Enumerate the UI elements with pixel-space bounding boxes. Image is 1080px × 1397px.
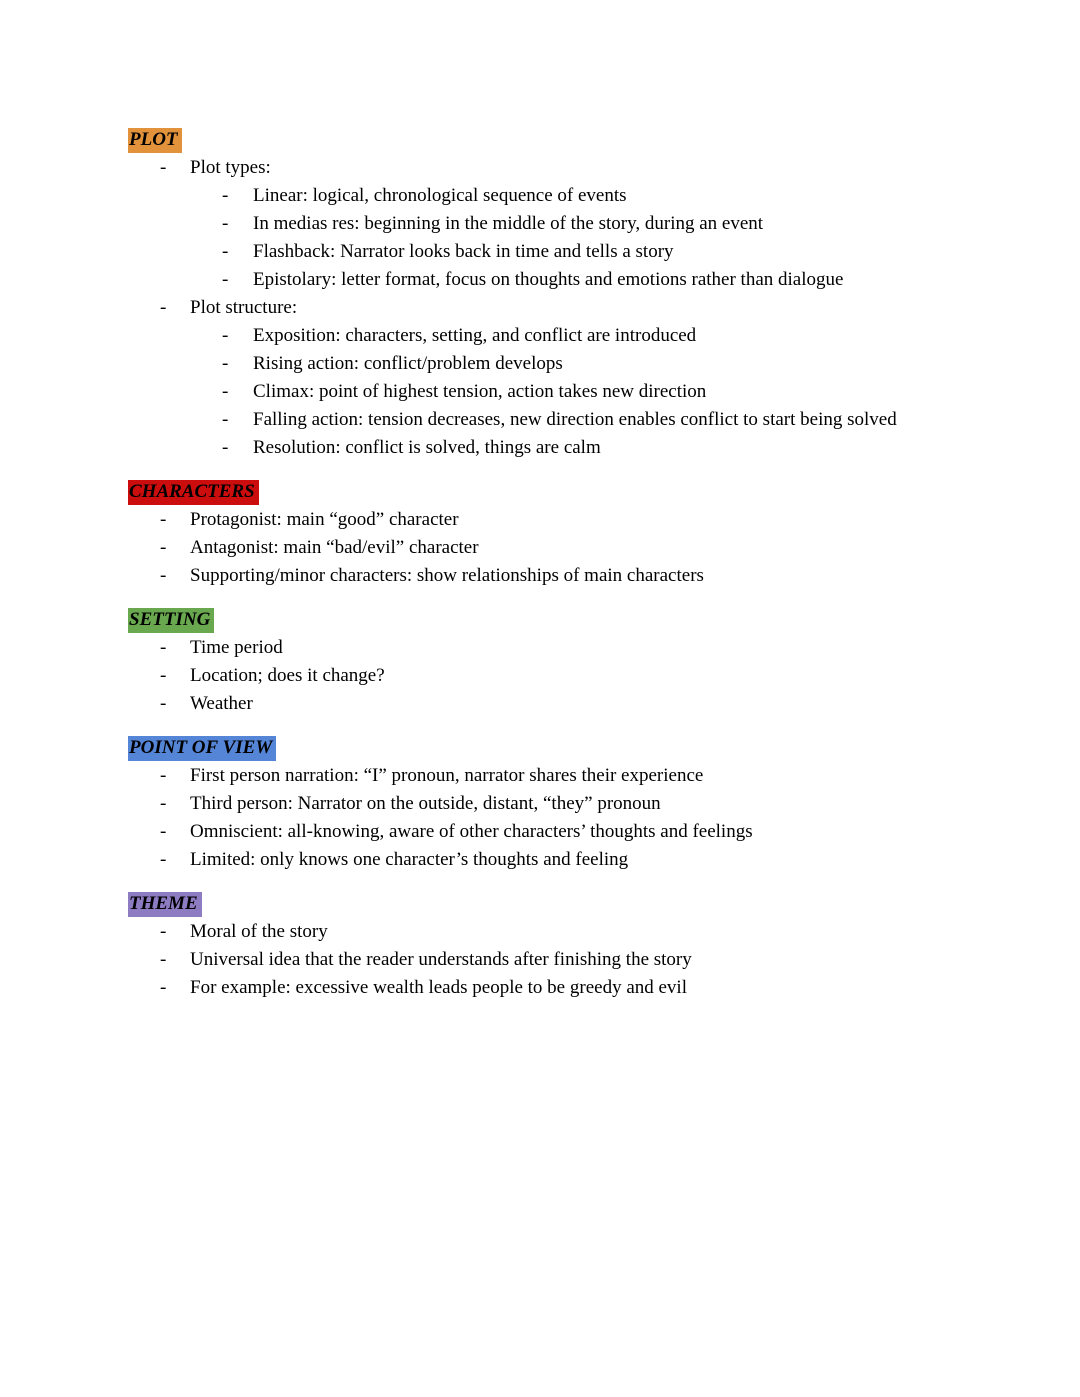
list-item-text: For example: excessive wealth leads people to be greedy and evil	[190, 977, 687, 998]
list-item	[128, 762, 952, 790]
list-item	[128, 634, 952, 662]
list-item-text: Falling action: tension decreases, new direction enables conflict to start being solved	[253, 409, 897, 430]
bullet-dash: -	[222, 325, 229, 346]
list-item	[128, 562, 952, 590]
list-item-text: Plot structure:	[190, 297, 298, 318]
list-item-text: Flashback: Narrator looks back in time and tells a story	[253, 241, 674, 262]
list-item	[128, 662, 952, 690]
document-section-plot	[128, 126, 952, 462]
list-item-text: First person narration: “I” pronoun, narrator shares their experience	[190, 765, 704, 786]
bullet-dash: -	[160, 665, 167, 686]
list-item	[128, 238, 952, 266]
bullet-dash: -	[222, 353, 229, 374]
list-item	[128, 818, 952, 846]
section-heading: SETTING	[128, 608, 214, 633]
list-item	[128, 350, 952, 378]
section-heading-line	[128, 126, 952, 154]
list-item-text: Omniscient: all-knowing, aware of other characters’ thoughts and feelings	[190, 821, 753, 842]
list-item	[128, 918, 952, 946]
bullet-dash: -	[160, 693, 167, 714]
bullet-dash: -	[160, 821, 167, 842]
bullet-dash: -	[160, 565, 167, 586]
list-item	[128, 154, 952, 182]
list-item-text: Antagonist: main “bad/evil” character	[190, 537, 479, 558]
document-section-theme	[128, 890, 952, 1002]
list-item-text: Time period	[190, 637, 283, 658]
document-section-setting	[128, 606, 952, 718]
section-items	[128, 918, 952, 1002]
list-item	[128, 322, 952, 350]
list-item-text: Third person: Narrator on the outside, distant, “they” pronoun	[190, 793, 661, 814]
bullet-dash: -	[160, 977, 167, 998]
list-item-text: Universal idea that the reader understands after finishing the story	[190, 949, 692, 970]
bullet-dash: -	[160, 921, 167, 942]
bullet-dash: -	[160, 637, 167, 658]
bullet-dash: -	[222, 185, 229, 206]
list-item	[128, 266, 952, 294]
list-item	[128, 790, 952, 818]
list-item-text: Location; does it change?	[190, 665, 385, 686]
list-item	[128, 294, 952, 322]
bullet-dash: -	[160, 509, 167, 530]
bullet-dash: -	[222, 241, 229, 262]
section-heading: PLOT	[128, 128, 182, 153]
list-item	[128, 846, 952, 874]
section-heading: CHARACTERS	[128, 480, 259, 505]
section-heading-line	[128, 734, 952, 762]
list-item	[128, 406, 952, 434]
list-item-text: Exposition: characters, setting, and conflict are introduced	[253, 325, 697, 346]
list-item	[128, 210, 952, 238]
list-item-text: Resolution: conflict is solved, things are calm	[253, 437, 601, 458]
list-item	[128, 946, 952, 974]
section-heading-line	[128, 606, 952, 634]
list-item-text: In medias res: beginning in the middle of the story, during an event	[253, 213, 764, 234]
section-heading: THEME	[128, 892, 202, 917]
section-items	[128, 762, 952, 874]
list-item	[128, 434, 952, 462]
document-section-characters	[128, 478, 952, 590]
list-item-text: Weather	[190, 693, 253, 714]
list-item-text: Climax: point of highest tension, action takes new direction	[253, 381, 707, 402]
list-item-text: Plot types:	[190, 157, 271, 178]
section-heading-line	[128, 478, 952, 506]
list-item-text: Rising action: conflict/problem develops	[253, 353, 563, 374]
bullet-dash: -	[160, 849, 167, 870]
list-item	[128, 534, 952, 562]
section-heading: POINT OF VIEW	[128, 736, 276, 761]
list-item	[128, 690, 952, 718]
bullet-dash: -	[160, 949, 167, 970]
bullet-dash: -	[222, 213, 229, 234]
bullet-dash: -	[160, 157, 167, 178]
list-item	[128, 974, 952, 1002]
list-item	[128, 506, 952, 534]
list-item-text: Moral of the story	[190, 921, 328, 942]
list-item-text: Limited: only knows one character’s thoughts and feeling	[190, 849, 629, 870]
bullet-dash: -	[160, 297, 167, 318]
bullet-dash: -	[222, 437, 229, 458]
bullet-dash: -	[160, 793, 167, 814]
section-items	[128, 634, 952, 718]
document-section-point-of-view	[128, 734, 952, 874]
list-item-text: Supporting/minor characters: show relationships of main characters	[190, 565, 704, 586]
section-items	[128, 506, 952, 590]
list-item-text: Protagonist: main “good” character	[190, 509, 459, 530]
bullet-dash: -	[222, 381, 229, 402]
list-item	[128, 378, 952, 406]
list-item-text: Epistolary: letter format, focus on thoughts and emotions rather than dialogue	[253, 269, 844, 290]
bullet-dash: -	[160, 765, 167, 786]
bullet-dash: -	[160, 537, 167, 558]
sections-container	[128, 126, 952, 1002]
bullet-dash: -	[222, 409, 229, 430]
list-item	[128, 182, 952, 210]
list-item-text: Linear: logical, chronological sequence of events	[253, 185, 627, 206]
section-heading-line	[128, 890, 952, 918]
bullet-dash: -	[222, 269, 229, 290]
section-items	[128, 154, 952, 462]
